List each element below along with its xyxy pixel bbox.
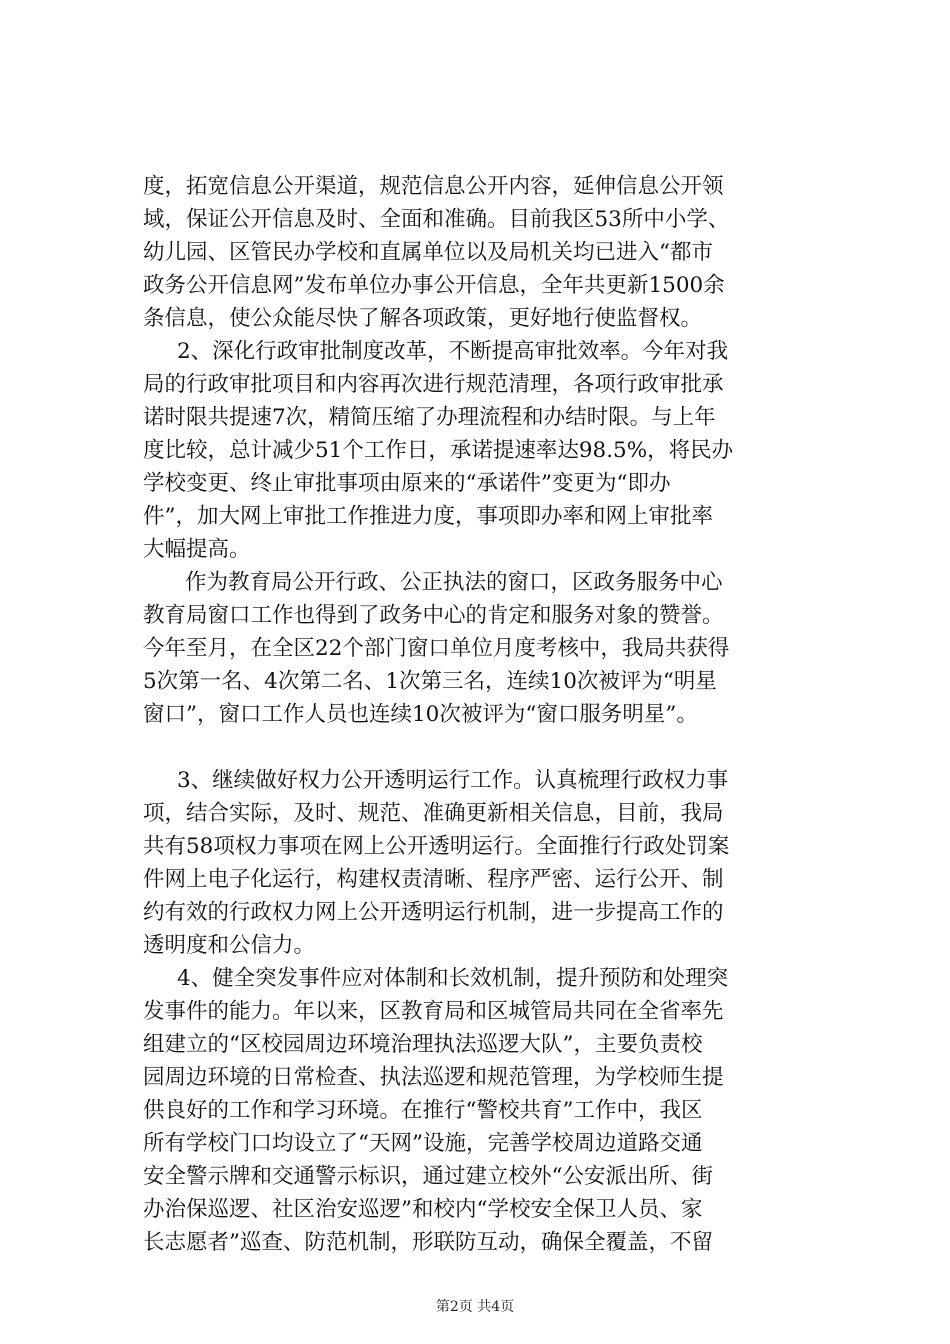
text-line: 教育局窗口工作也得到了政务中心的肯定和服务对象的赞誉。 <box>143 603 724 628</box>
text-line: 窗口”，窗口工作人员也连续10次被评为“窗口服务明星”。 <box>143 702 698 727</box>
text-line: 学校变更、终止审批事项由原来的“承诺件”变更为“即办 <box>143 471 671 496</box>
document-body <box>143 170 813 1259</box>
page-footer: 第2页 共4页 <box>435 1299 515 1315</box>
text-line: 幼儿园、区管民办学校和直属单位以及局机关均已进入“都市 <box>143 240 713 265</box>
paragraph-gap <box>143 731 813 764</box>
text-line: 今年至月，在全区22个部门窗口单位月度考核中，我局共获得 <box>143 636 730 661</box>
text-line: 3、继续做好权力公开透明运行工作。认真梳理行政权力事 <box>177 768 729 793</box>
text-line: 约有效的行政权力网上公开透明运行机制，进一步提高工作的 <box>143 900 724 925</box>
text-line: 共有58项权力事项在网上公开透明运行。全面推行行政处罚案 <box>143 834 730 859</box>
text-line: 组建立的“区校园周边环境治理执法巡逻大队”，主要负责校 <box>143 1032 703 1057</box>
text-line: 件”，加大网上审批工作推进力度，事项即办率和网上审批率 <box>143 504 713 529</box>
text-line: 项，结合实际，及时、规范、准确更新相关信息，目前，我局 <box>143 801 724 826</box>
text-line: 安全警示牌和交通警示标识，通过建立校外“公安派出所、街 <box>143 1164 713 1189</box>
text-line: 域，保证公开信息及时、全面和准确。目前我区53所中小学、 <box>143 207 730 232</box>
text-line: 所有学校门口均设立了“天网”设施，完善学校周边道路交通 <box>143 1131 703 1156</box>
text-line: 局的行政审批项目和内容再次进行规范清理，各项行政审批承 <box>143 372 724 397</box>
text-line: 园周边环境的日常检查、执法巡逻和规范管理，为学校师生提 <box>143 1065 724 1090</box>
text-line: 政务公开信息网”发布单位办事公开信息，全年共更新1500余 <box>143 273 725 298</box>
text-line: 透明度和公信力。 <box>143 933 316 958</box>
text-line: 件网上电子化运行，构建权责清晰、程序严密、运行公开、制 <box>143 867 724 892</box>
text-line: 大幅提高。 <box>143 537 251 562</box>
text-line: 度比较，总计减少51个工作日，承诺提速率达98.5%，将民办 <box>143 438 734 463</box>
text-line: 度，拓宽信息公开渠道，规范信息公开内容，延伸信息公开领 <box>143 174 724 199</box>
text-line: 2、深化行政审批制度改革，不断提高审批效率。今年对我 <box>177 339 729 364</box>
text-line: 供良好的工作和学习环境。在推行“警校共育”工作中，我区 <box>143 1098 703 1123</box>
text-line: 诺时限共提速7次，精简压缩了办理流程和办结时限。与上年 <box>143 405 716 430</box>
text-line: 作为教育局公开行政、公正执法的窗口，区政务服务中心 <box>185 570 723 595</box>
text-line: 长志愿者”巡查、防范机制，形联防互动，确保全覆盖，不留 <box>143 1230 713 1255</box>
text-line: 办治保巡逻、社区治安巡逻”和校内“学校安全保卫人员、家 <box>143 1197 703 1222</box>
text-line: 4、健全突发事件应对体制和长效机制，提升预防和处理突 <box>177 966 729 991</box>
text-line: 条信息，使公众能尽快了解各项政策，更好地行使监督权。 <box>143 306 703 331</box>
text-line: 发事件的能力。年以来，区教育局和区城管局共同在全省率先 <box>143 999 724 1024</box>
text-line: 5次第一名、4次第二名、1次第三名，连续10次被评为“明星 <box>143 669 717 694</box>
